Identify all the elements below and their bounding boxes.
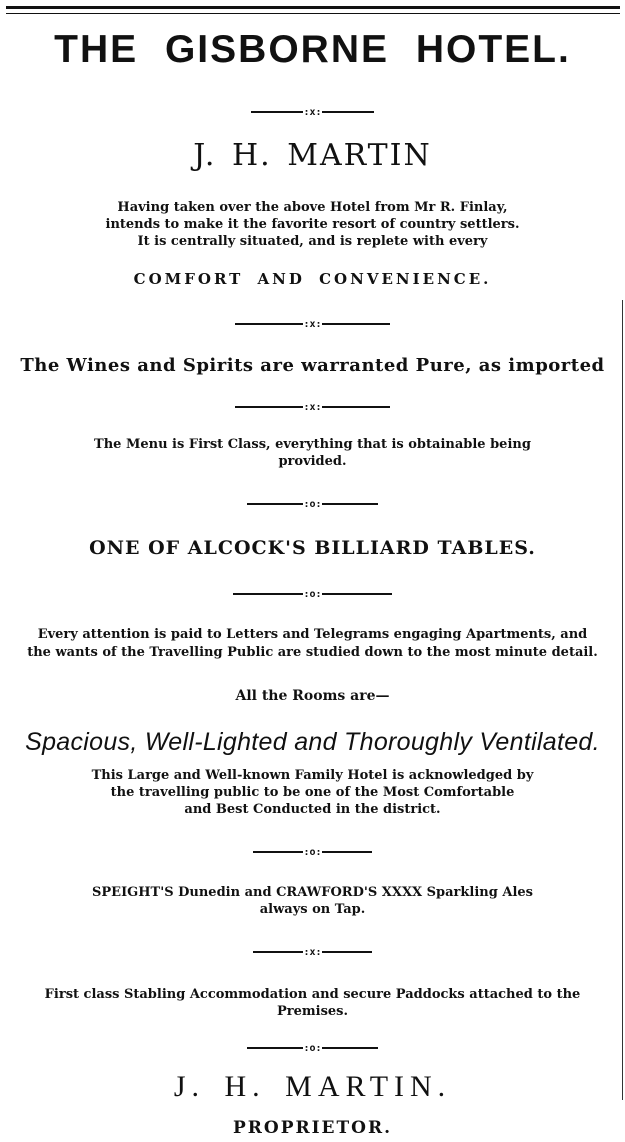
family-line-1: This Large and Well-known Family Hotel is acknowledged by (91, 768, 534, 783)
stabling-line-2: Premises. (276, 1004, 349, 1019)
top-border-rule (6, 6, 620, 14)
rooms-line: All the Rooms are— (235, 688, 390, 704)
attention-line-1: Every attention is paid to Letters and Telegrams engaging Apartments, and (37, 627, 588, 642)
comfort-heading: COMFORT AND CONVENIENCE. (133, 270, 492, 288)
stabling-line-1: First class Stabling Accommodation and secure Paddocks attached to the (44, 987, 581, 1002)
divider-3: :x: (0, 402, 625, 414)
intro-line-1: Having taken over the above Hotel from Mr R. Finlay, (117, 200, 508, 215)
attention-line-2: the wants of the Travelling Public are studied down to the most minute detail. (27, 645, 598, 660)
family-line-3: and Best Conducted in the district. (184, 802, 441, 817)
divider-1: :x: (0, 107, 625, 119)
divider-4: :o: (0, 499, 625, 511)
ales-paragraph (0, 884, 625, 918)
proprietor-title: PROPRIETOR. (232, 1118, 393, 1138)
intro-line-3: It is centrally situated, and is replete with every (137, 234, 488, 249)
proprietor-name-bottom: J. H. MARTIN. (173, 1070, 452, 1103)
billiard-line: ONE OF ALCOCK'S BILLIARD TABLES. (89, 537, 536, 559)
divider-6: :o: (0, 847, 625, 859)
divider-5: :o: (0, 589, 625, 601)
wines-line: The Wines and Spirits are warranted Pure, as imported (20, 355, 605, 376)
ales-line-2: always on Tap. (259, 902, 366, 917)
menu-line-2: provided. (278, 454, 347, 469)
menu-line-1: The Menu is First Class, everything that is obtainable being (94, 437, 531, 452)
family-line-2: the travelling public to be one of the Most Comfortable (110, 785, 515, 800)
menu-paragraph (0, 436, 625, 470)
proprietor-name-top: J. H. MARTIN (193, 138, 432, 173)
hotel-title: THE GISBORNE HOTEL. (54, 28, 571, 71)
stabling-paragraph (0, 986, 625, 1020)
divider-7: :x: (0, 947, 625, 959)
divider-2: :x: (0, 319, 625, 331)
family-paragraph (0, 767, 625, 818)
spacious-line: Spacious, Well-Lighted and Thoroughly Ventilated. (25, 728, 600, 756)
divider-8: :o: (0, 1043, 625, 1055)
intro-paragraph (0, 199, 625, 250)
intro-line-2: intends to make it the favorite resort of country settlers. (105, 217, 520, 232)
attention-paragraph (2, 626, 623, 662)
ales-line-1: SPEIGHT'S Dunedin and CRAWFORD'S XXXX Sparkling Ales (92, 885, 533, 900)
